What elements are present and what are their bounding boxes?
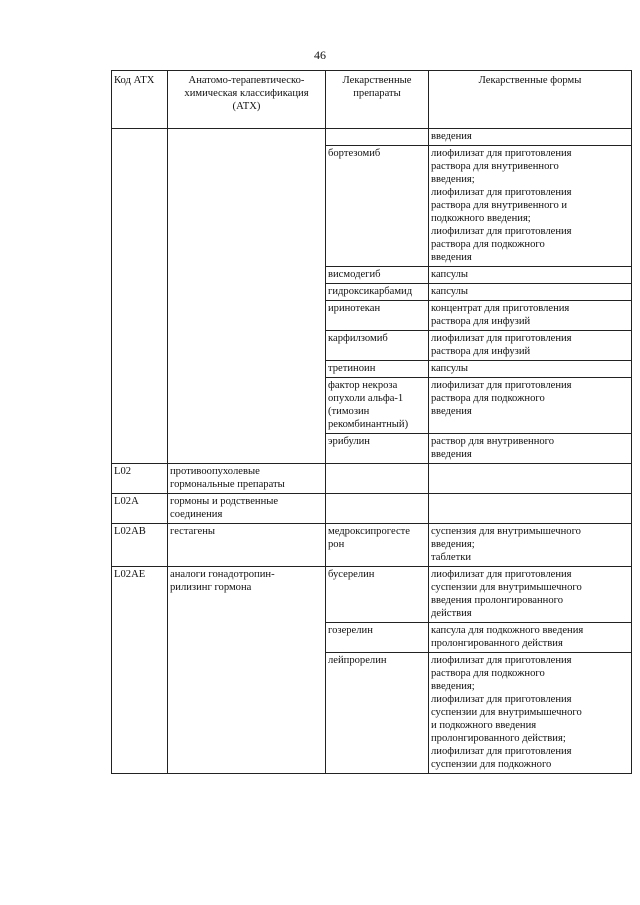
header-classification: Анатомо-терапевтическо- химическая классификация (АТХ) — [168, 71, 326, 129]
drug-cell: медроксипрогесте рон — [326, 524, 429, 567]
form-cell: лиофилизат для приготовления раствора для внутривенного введения; лиофилизат для приготовления раствора для внутривенного и подкожного введения; лиофилизат для приготовления раствора для подкожного введения — [429, 146, 632, 267]
drug-cell: фактор некроза опухоли альфа-1 (тимозин рекомбинантный) — [326, 378, 429, 434]
form-cell: лиофилизат для приготовления раствора для инфузий — [429, 331, 632, 361]
drug-cell: эрибулин — [326, 434, 429, 464]
table-row — [112, 464, 632, 494]
drug-cell: иринотекан — [326, 301, 429, 331]
table-row — [112, 524, 632, 567]
form-cell: лиофилизат для приготовления суспензии для внутримышечного введения пролонгированного действия — [429, 567, 632, 623]
classification-cell: гормоны и родственные соединения — [168, 494, 326, 524]
table-row — [112, 494, 632, 524]
drug-cell — [326, 464, 429, 494]
table-row — [112, 129, 632, 146]
drug-cell: бусерелин — [326, 567, 429, 623]
table-header-row — [112, 71, 632, 129]
classification-cell: гестагены — [168, 524, 326, 567]
drug-cell: гидроксикарбамид — [326, 284, 429, 301]
form-cell: капсула для подкожного введения пролонгированного действия — [429, 623, 632, 653]
form-cell: капсулы — [429, 267, 632, 284]
classification-cell: противоопухолевые гормональные препараты — [168, 464, 326, 494]
form-cell: концентрат для приготовления раствора для инфузий — [429, 301, 632, 331]
code-cell — [112, 129, 168, 464]
form-cell: введения — [429, 129, 632, 146]
classification-cell — [168, 129, 326, 464]
form-cell: капсулы — [429, 284, 632, 301]
drug-cell — [326, 129, 429, 146]
code-cell: L02 — [112, 464, 168, 494]
code-cell: L02A — [112, 494, 168, 524]
header-dosage-forms: Лекарственные формы — [429, 71, 632, 129]
drug-cell — [326, 494, 429, 524]
form-cell: капсулы — [429, 361, 632, 378]
header-drugs: Лекарственные препараты — [326, 71, 429, 129]
form-cell: суспензия для внутримышечного введения; таблетки — [429, 524, 632, 567]
drug-cell: висмодегиб — [326, 267, 429, 284]
table-row — [112, 567, 632, 623]
form-cell: раствор для внутривенного введения — [429, 434, 632, 464]
code-cell: L02AB — [112, 524, 168, 567]
form-cell: лиофилизат для приготовления раствора для подкожного введения; лиофилизат для приготовления суспензии для внутримышечного и подкожного введения пролонгированного действия; лиофилизат для приготовления суспензии для подкожного — [429, 653, 632, 774]
code-cell: L02AE — [112, 567, 168, 774]
form-cell: лиофилизат для приготовления раствора для подкожного введения — [429, 378, 632, 434]
page-number: 46 — [314, 48, 326, 62]
drug-cell: третиноин — [326, 361, 429, 378]
form-cell — [429, 464, 632, 494]
form-cell — [429, 494, 632, 524]
drug-cell: лейпрорелин — [326, 653, 429, 774]
drug-cell: гозерелин — [326, 623, 429, 653]
drug-cell: карфилзомиб — [326, 331, 429, 361]
classification-cell: аналоги гонадотропин- рилизинг гормона — [168, 567, 326, 774]
atc-drug-table — [111, 70, 632, 774]
drug-cell: бортезомиб — [326, 146, 429, 267]
header-atc-code: Код АТХ — [112, 71, 168, 129]
